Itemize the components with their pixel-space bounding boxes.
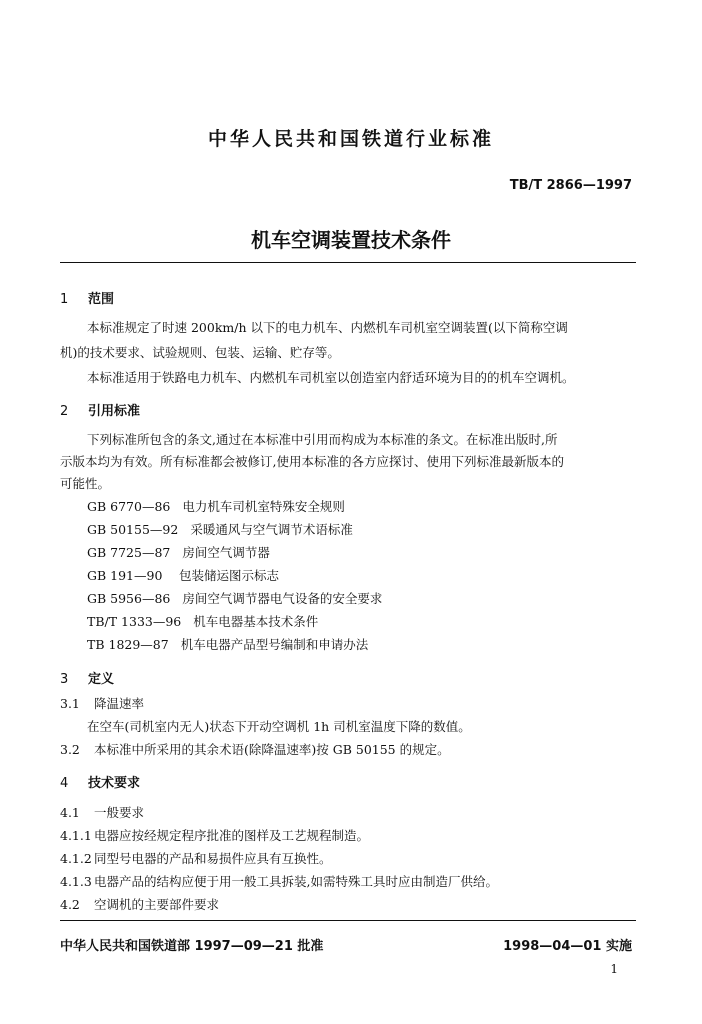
reference-item [87,635,368,653]
section-2-heading [60,400,140,419]
reference-item [87,497,345,515]
clause-number: 4.1.2 [60,851,92,866]
section-number: 1 [60,292,69,307]
clause-item [60,740,450,758]
clause-number: 4.1 [60,805,80,820]
reference-title: 机车电器产品型号编制和申请办法 [180,637,369,652]
reference-title: 电力机车司机室特殊安全规则 [182,499,345,514]
reference-title: 房间空气调节器 [182,545,270,560]
clause-item [60,872,498,890]
standard-code: TB/T 2866—1997 [509,178,632,193]
clause-text: 电器产品的结构应便于用一般工具拆装,如需特殊工具时应由制造厂供给。 [94,874,498,889]
reference-title: 包装储运图示标志 [179,568,280,583]
section-number: 4 [60,776,69,791]
reference-code: TB 1829—87 [87,637,169,652]
title-divider [60,262,636,263]
implementation-date: 1998—04—01 实施 [503,939,632,954]
section-title: 引用标准 [88,404,141,419]
reference-code: GB 6770—86 [87,499,171,514]
clause-text: 同型号电器的产品和易损件应具有互换性。 [94,851,332,866]
reference-code: TB/T 1333—96 [87,614,182,629]
paragraph-line: 下列标准所包含的条文,通过在本标准中引用而构成为本标准的条文。在标准出版时,所 [87,432,558,447]
reference-item [87,520,353,538]
reference-title: 房间空气调节器电气设备的安全要求 [182,591,383,606]
clause-item [60,849,332,867]
section-1-heading [60,288,114,307]
issuing-authority-heading: 中华人民共和国铁道行业标准 [207,128,494,150]
clause-number: 4.1.1 [60,828,92,843]
section-number: 2 [60,404,69,419]
section-title: 范围 [88,292,115,307]
paragraph-line: 可能性。 [60,476,111,491]
clause-text: 电器应按经规定程序批准的图样及工艺规程制造。 [94,828,370,843]
clause-text: 本标准中所采用的其余术语(除降温速率)按 GB 50155 的规定。 [94,742,450,757]
section-3-heading [60,668,114,687]
reference-title: 机车电器基本技术条件 [193,614,319,629]
clause-item [60,694,144,712]
clause-text: 一般要求 [94,805,145,820]
reference-title: 采暖通风与空气调节术语标准 [190,522,353,537]
reference-item [87,543,270,561]
reference-code: GB 5956—86 [87,591,171,606]
clause-number: 4.1.3 [60,874,92,889]
clause-number: 4.2 [60,897,80,912]
section-4-heading [60,772,140,791]
paragraph-line: 本标准适用于铁路电力机车、内燃机车司机室以创造室内舒适环境为目的的机车空调机。 [87,370,575,385]
reference-code: GB 7725—87 [87,545,171,560]
clause-item [60,826,369,844]
reference-item [87,566,279,584]
clause-text: 降温速率 [94,696,145,711]
clause-number: 3.1 [60,696,80,711]
clause-item [60,895,219,913]
clause-item [60,803,144,821]
page-number: 1 [610,962,618,976]
document-title: 机车空调装置技术条件 [251,228,451,252]
clause-item [87,717,471,735]
paragraph-line: 示版本均为有效。所有标准都会被修订,使用本标准的各方应探讨、使用下列标准最新版本的 [60,454,564,469]
reference-item [87,589,382,607]
clause-text: 空调机的主要部件要求 [94,897,220,912]
reference-item [87,612,318,630]
reference-code: GB 191—90 [87,568,163,583]
section-number: 3 [60,672,69,687]
clause-number: 3.2 [60,742,80,757]
section-title: 技术要求 [88,776,141,791]
paragraph-line: 本标准规定了时速 200km/h 以下的电力机车、内燃机车司机室空调装置(以下简称空调 [87,320,568,335]
footer-divider [60,920,636,921]
section-title: 定义 [88,672,115,687]
approval-statement: 中华人民共和国铁道部 1997—09—21 批准 [60,939,324,954]
reference-code: GB 50155—92 [87,522,179,537]
paragraph-line: 机)的技术要求、试验规则、包装、运输、贮存等。 [60,345,340,360]
clause-text: 在空车(司机室内无人)状态下开动空调机 1h 司机室温度下降的数值。 [87,719,471,734]
